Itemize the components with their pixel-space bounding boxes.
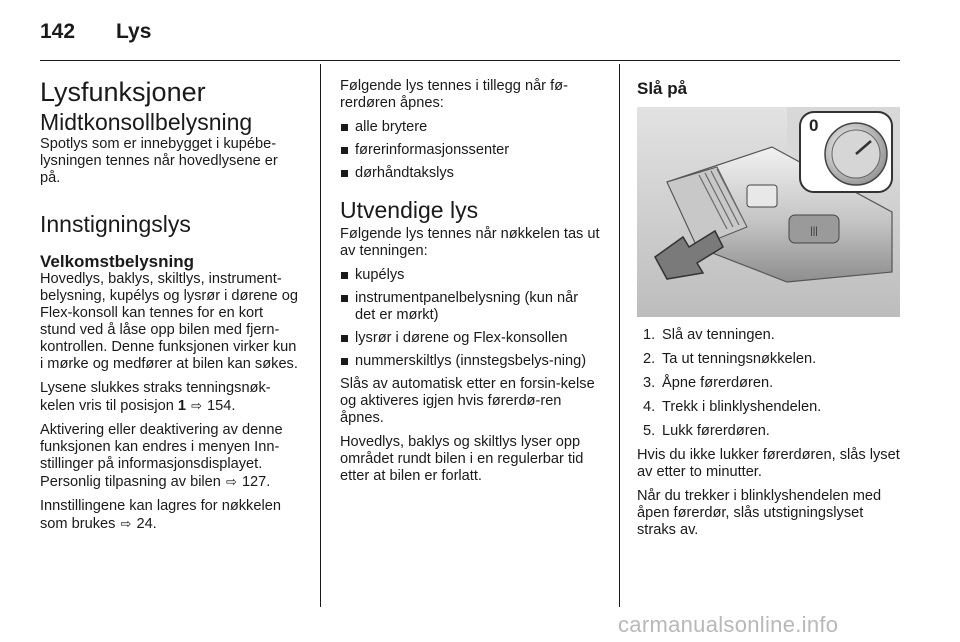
page-title: Lys: [116, 20, 152, 43]
page-ref-arrow-icon[interactable]: ⇨: [225, 474, 237, 489]
page-ref-127[interactable]: 127.: [241, 474, 271, 490]
page-ref-154[interactable]: 154.: [207, 398, 236, 414]
list-item: 4. Trekk i blinklyshendelen.: [643, 399, 822, 415]
list-item: nummerskiltlys (innstegsbelys-ning): [340, 353, 602, 370]
list-item: førerinformasjonssenter: [340, 142, 602, 159]
page-header: [40, 14, 900, 50]
heading-innstigningslys: Innstigningslys: [40, 211, 191, 237]
heading-utvendige-lys: Utvendige lys: [340, 197, 479, 223]
header-divider: [40, 60, 900, 61]
list-item: 5. Lukk førerdøren.: [643, 423, 770, 439]
paragraph-surround-lighting: Hovedlys, baklys og skiltlys lyser opp området rundt bilen i en regulerbar tid etter at bilen er forlatt.: [340, 434, 584, 484]
page-ref-24[interactable]: 24.: [136, 516, 157, 532]
page-number: 142: [40, 20, 76, 43]
paragraph-auto-off: Slås av automatisk etter en forsin-kelse og aktiveres igjen hvis førerdø-ren åpnes.: [340, 376, 595, 426]
list-item: alle brytere: [340, 119, 602, 136]
paragraph-welcome-lighting: Hovedlys, baklys, skiltlys, instrument-belysning, kupélys og lysrør i dørene og Flex-konsoll kan tennes for en kort stund ved å låse opp bilen med fjern-kontrollen. Denne funksjonen virker kun i mørke og medfører at bilen kan søkes.: [40, 271, 298, 372]
page-ref-arrow-icon[interactable]: ⇨: [191, 398, 202, 413]
bullet-square-icon: [341, 358, 348, 365]
list-item: lysrør i dørene og Flex-konsollen: [340, 330, 602, 347]
section-title-lysfunksjoner: Lysfunksjoner: [40, 77, 206, 107]
heading-sla-pa: Slå på: [637, 79, 688, 98]
paragraph-store-text: Innstillingene kan lagres for nøkkelen som brukes: [40, 498, 281, 532]
list-item: instrumentpanelbelysning (kun når det er mørkt): [340, 290, 602, 324]
column-divider-1: [320, 64, 321, 607]
bullet-square-icon: [341, 147, 348, 154]
list-item: dørhåndtakslys: [340, 165, 602, 182]
paragraph-door-not-closed: Hvis du ikke lukker førerdøren, slås lyset av etter to minutter.: [637, 447, 900, 480]
bullet-square-icon: [341, 124, 348, 131]
paragraph-exterior-intro: Følgende lys tennes når nøkkelen tas ut av tenningen:: [340, 226, 600, 259]
turn-signal-lever-illustration: [637, 107, 900, 317]
column-divider-2: [619, 64, 620, 607]
paragraph-console-light: Spotlys som er innebygget i kupébe-lysningen tennes når hovedlysene er på.: [40, 136, 278, 186]
steps-list: [637, 327, 901, 440]
page-ref-arrow-icon[interactable]: ⇨: [120, 516, 132, 531]
list-item: 1. Slå av tenningen.: [643, 327, 775, 343]
column-3: [637, 62, 901, 546]
paragraph-lever-open-door: Når du trekker i blinklyshendelen med åpen førerdør, slås utstigningslyset straks av.: [637, 488, 882, 538]
paragraph-door-intro: Følgende lys tennes i tillegg når fø-rerdøren åpnes:: [340, 78, 568, 111]
svg-text:|||: |||: [810, 226, 818, 237]
paragraph-lights-off: [40, 380, 302, 415]
paragraph-toggle-function: [40, 422, 302, 491]
watermark: carmanualsonline.info: [618, 612, 839, 637]
bullet-square-icon: [341, 272, 348, 279]
heading-midtkonsollbelysning: Midtkonsollbelysning: [40, 109, 253, 135]
list-door-lights: [340, 119, 602, 182]
column-2: [340, 62, 602, 492]
list-item: 3. Åpne førerdøren.: [643, 375, 774, 391]
list-exterior-lights: [340, 267, 602, 370]
paragraph-toggle-text: Aktivering eller deaktivering av denne funksjonen kan endres i menyen Inn-stillinger på informasjonsdisplayet. Personlig tilpasning av bilen: [40, 422, 283, 490]
bullet-square-icon: [341, 335, 348, 342]
paragraph-store-settings: [40, 498, 302, 533]
heading-velkomstbelysning: Velkomstbelysning: [40, 252, 194, 271]
bullet-square-icon: [341, 170, 348, 177]
list-item: 2. Ta ut tenningsnøkkelen.: [643, 351, 817, 367]
bullet-square-icon: [341, 295, 348, 302]
paragraph-lights-off-text: Lysene slukkes straks tenningsnøk-kelen vris til posisjon: [40, 380, 271, 414]
column-1: [40, 62, 302, 540]
position-number: 1: [177, 398, 187, 414]
ignition-position-label: 0: [809, 116, 819, 135]
list-item: kupélys: [340, 267, 602, 284]
